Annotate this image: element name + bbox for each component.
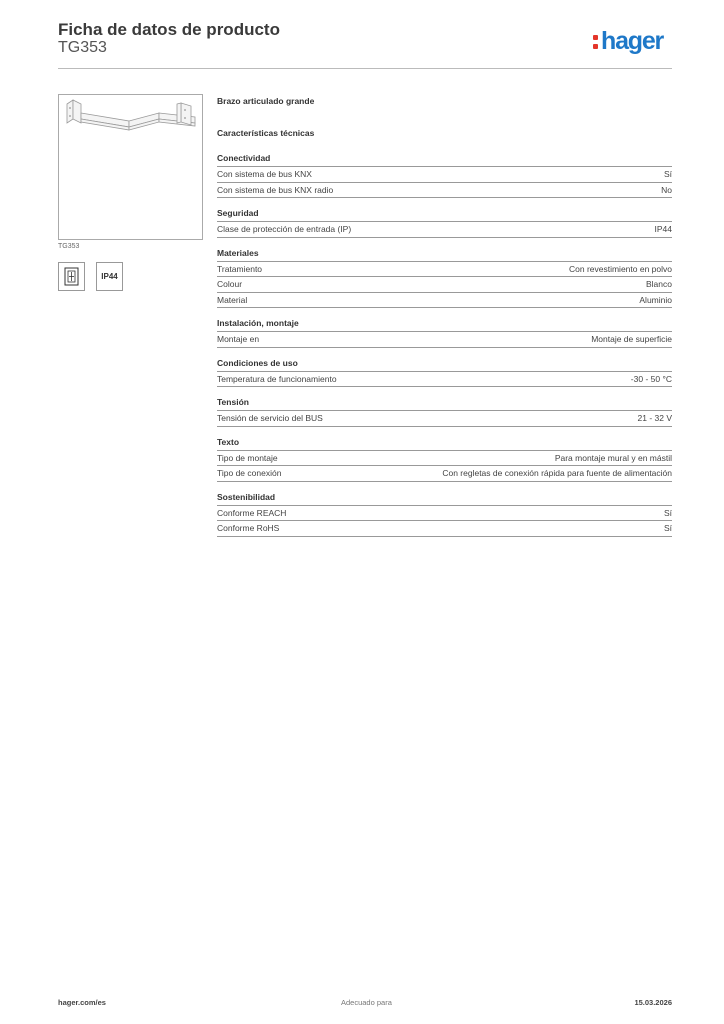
hager-logo[interactable]: [593, 26, 663, 56]
spec-row: [217, 521, 672, 537]
section-title: Instalación, montaje: [217, 318, 672, 332]
spec-label: Con sistema de bus KNX radio: [217, 184, 334, 195]
spec-row: [217, 372, 672, 388]
spec-label: Temperatura de funcionamiento: [217, 373, 337, 384]
spec-label: Conforme REACH: [217, 507, 287, 518]
logo-dots-icon: [593, 33, 599, 51]
section-title: Materiales: [217, 248, 672, 262]
spec-label: Con sistema de bus KNX: [217, 169, 312, 179]
spec-label: Tipo de conexión: [217, 468, 282, 478]
spec-section: [217, 358, 672, 388]
spec-value: Montaje de superficie: [591, 334, 672, 344]
spec-row: [217, 183, 672, 199]
section-title: Condiciones de uso: [217, 358, 672, 372]
spec-value: Con regletas de conexión rápida para fuente de alimentación: [442, 468, 672, 478]
ip-rating-badge: IP44: [96, 262, 123, 291]
spec-label: Montaje en: [217, 334, 260, 344]
spec-row: [217, 506, 672, 522]
spec-label: Tensión de servicio del BUS: [217, 413, 323, 423]
spec-value: No: [661, 184, 672, 195]
device-symbol-icon: [64, 267, 79, 286]
spec-value: Sí: [663, 169, 672, 179]
spec-row: [217, 222, 672, 238]
spec-section: [217, 492, 672, 537]
spec-section: [217, 248, 672, 309]
spec-sections: [217, 153, 672, 537]
spec-value: Blanco: [646, 279, 672, 289]
spec-value: IP44: [654, 224, 672, 234]
spec-label: Material: [217, 294, 248, 305]
spec-label: Tipo de montaje: [217, 452, 278, 463]
product-image: [58, 94, 203, 240]
spec-value: -30 - 50 °C: [630, 373, 672, 384]
spec-value: Sí: [663, 523, 672, 533]
spec-value: Para montaje mural y en mástil: [554, 452, 672, 463]
footer-website[interactable]: hager.com/es: [58, 998, 106, 1007]
spec-panel: [217, 94, 672, 537]
spec-row: [217, 293, 672, 309]
spec-row: [217, 262, 672, 278]
spec-row: [217, 332, 672, 348]
spec-value: Aluminio: [639, 294, 672, 305]
symbol-badge: [58, 262, 85, 291]
spec-section: [217, 397, 672, 427]
spec-label: Colour: [217, 279, 243, 289]
page-title: Ficha de datos de producto: [58, 20, 280, 39]
product-code: TG353: [58, 39, 107, 56]
product-name: Brazo articulado grande: [217, 96, 315, 106]
spec-row: [217, 466, 672, 482]
spec-row: [217, 277, 672, 293]
section-title: Tensión: [217, 397, 672, 411]
footer-date: 15.03.2026: [634, 998, 672, 1007]
spec-label: Tratamiento: [217, 263, 263, 274]
spec-row: [217, 167, 672, 183]
image-caption: TG353: [58, 243, 80, 250]
spec-label: Clase de protección de entrada (IP): [217, 224, 352, 234]
section-title: Seguridad: [217, 208, 672, 222]
spec-value: Con revestimiento en polvo: [568, 263, 672, 274]
spec-section: [217, 318, 672, 348]
spec-section: [217, 437, 672, 482]
tech-heading: Características técnicas: [217, 128, 315, 138]
spec-value: Sí: [663, 507, 672, 518]
section-title: Texto: [217, 437, 672, 451]
spec-value: 21 - 32 V: [637, 413, 672, 423]
spec-section: [217, 153, 672, 198]
logo-text: hager: [601, 27, 664, 55]
section-title: Conectividad: [217, 153, 672, 167]
spec-row: [217, 451, 672, 467]
spec-label: Conforme RoHS: [217, 523, 280, 533]
articulated-arm-illustration: [59, 95, 202, 239]
spec-section: [217, 208, 672, 238]
footer-center-text: Adecuado para: [341, 998, 392, 1007]
header-divider: [58, 68, 672, 69]
spec-row: [217, 411, 672, 427]
section-title: Sostenibilidad: [217, 492, 672, 506]
